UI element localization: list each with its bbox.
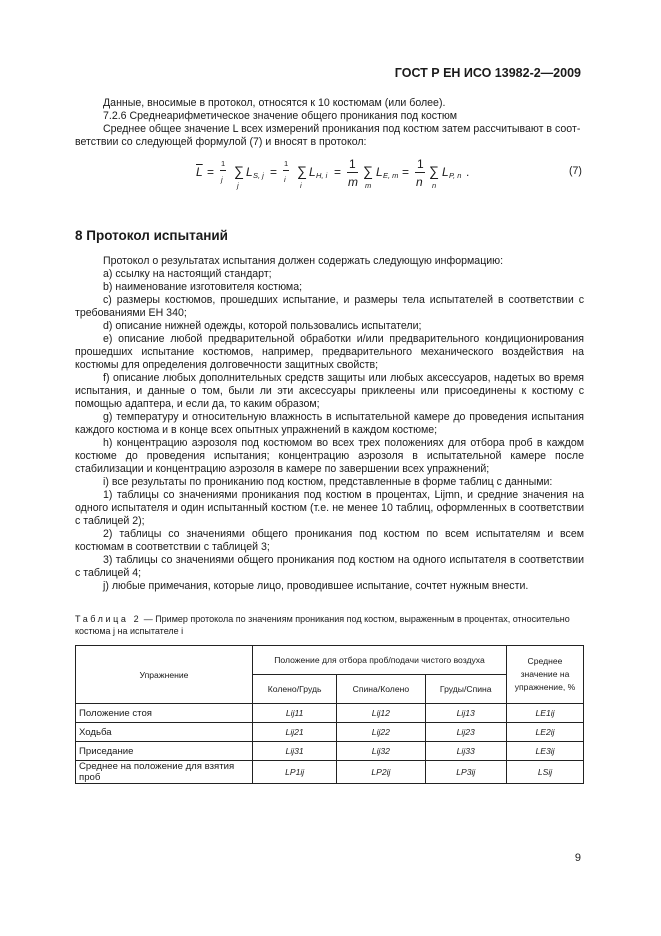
formula-sum-1-index: j — [237, 181, 239, 190]
protocol-item-i-3: 3) таблицы со значениями общего проникания под костюм на одного испытателя в соответствии с таблицей 4; — [75, 554, 584, 580]
protocol-item-i-2: 2) таблицы со значениями общего проникания под костюм по всем испытателям и всем костюмам в соответствии с таблицей 3; — [75, 528, 584, 554]
formula-term-1: L — [246, 165, 253, 179]
col-header-sampling-position: Положение для отбора проб/подачи чистого воздуха — [253, 646, 507, 675]
subsection-7-2-6: 7.2.6 Среднеарифметическое значение общего проникания под костюм — [103, 110, 458, 122]
formula-eq-2: = — [270, 165, 278, 179]
formula-term-1-sub: S, j — [253, 171, 264, 180]
intro-paragraph-3-line-1: Среднее общее значение L всех измерений проникания под костюм затем рассчитывают в соот- — [103, 123, 581, 135]
col-header-average: Среднее значение на упражнение, % — [507, 646, 584, 704]
formula-lhs: $\overline{L}$ — [196, 165, 203, 179]
protocol-item-i-1: 1) таблицы со значениями проникания под костюм в процентах, Lijmn, и средние значения на одного испытателя и один испытанный костюм (т.е. не менее 10 таблиц, оформленных в соответствии с таблицей 2); — [75, 489, 584, 528]
row-label: Приседание — [76, 742, 253, 761]
row-label: Среднее на положение для взятия проб — [76, 761, 253, 784]
table-row — [76, 742, 584, 761]
table-row — [76, 704, 584, 723]
standard-header: ГОСТ Р ЕН ИСО 13982-2—2009 — [394, 66, 581, 80]
formula-sum-3: ∑ — [363, 163, 373, 179]
table-cell: LE2ij — [507, 723, 584, 742]
table-row — [76, 723, 584, 742]
protocol-item-j: j) любые примечания, которые лицо, проводившее испытание, сочтет нужным внести. — [103, 580, 529, 592]
formula-sum-4: ∑ — [429, 163, 439, 179]
protocol-item-a: a) ссылку на настоящий стандарт; — [103, 268, 272, 280]
protocol-item-e: e) описание любой предварительной обработки и/или предварительного кондиционирования прошедших испытание костюмов, например, предварительного механического воздействия на костюмы для определения долговечности защитных свойств; — [75, 333, 584, 372]
formula-frac3-num: 1 — [349, 157, 356, 171]
page-number: 9 — [574, 852, 581, 864]
table-cell: Lij33 — [425, 742, 507, 761]
table-cell: Lij23 — [425, 723, 507, 742]
formula-sum-1: ∑ — [234, 163, 244, 179]
table-2-caption-label: Таблица 2 — [75, 614, 142, 624]
protocol-item-b: b) наименование изготовителя костюма; — [103, 281, 303, 293]
table-cell: Lij13 — [425, 704, 507, 723]
table-cell: LP1ij — [253, 761, 337, 784]
formula-frac4-den: n — [416, 175, 423, 189]
formula-frac2-num: 1 — [284, 159, 289, 168]
formula-7 — [196, 159, 596, 195]
formula-frac1-den: j — [221, 175, 223, 184]
formula-eq-4: = — [402, 165, 410, 179]
row-label: Положение стоя — [76, 704, 253, 723]
formula-sum-2-index: i — [300, 181, 302, 190]
formula-eq-3: = — [334, 165, 342, 179]
col-header-chest-back: Груды/Спина — [425, 675, 507, 704]
col-header-back-knee: Спина/Колено — [337, 675, 425, 704]
table-cell: Lij31 — [253, 742, 337, 761]
table-cell: Lij21 — [253, 723, 337, 742]
formula-frac2-den: i — [284, 175, 286, 184]
protocol-item-f: f) описание любых дополнительных средств защиты или любых аксессуаров, надетых во время испытания, и данные о том, были ли эти аксессуары приклеены или присоединены к костюму с помощью адаптера, и если да, то каким образом; — [75, 372, 584, 411]
table-cell: Lij22 — [337, 723, 425, 742]
formula-sum-2: ∑ — [297, 163, 307, 179]
formula-term-2: L — [309, 165, 316, 179]
formula-frac3-den: m — [348, 175, 358, 189]
protocol-item-d: d) описание нижней одежды, которой пользовались испытатели; — [103, 320, 422, 332]
protocol-item-h: h) концентрацию аэрозоля под костюмом во всех трех положениях для отбора проб в каждом костюме до проведения испытания; концентрацию аэрозоля в испытательной камере после стабилизации и концентрацию аэрозоля в камере по завершении всех упражнений; — [75, 437, 584, 476]
protocol-intro: Протокол о результатах испытания должен содержать следующую информацию: — [103, 255, 504, 267]
formula-term-4: L — [442, 165, 449, 179]
formula-period: . — [466, 165, 470, 179]
formula-term-2-sub: H, i — [316, 171, 328, 180]
formula-eq-1: = — [207, 165, 215, 179]
section-8-heading: 8 Протокол испытаний — [75, 228, 228, 243]
table-cell: Lij11 — [253, 704, 337, 723]
formula-sum-3-index: m — [365, 181, 372, 190]
table-cell: LP2ij — [337, 761, 425, 784]
col-header-knee-chest: Колено/Грудь — [253, 675, 337, 704]
table-2 — [75, 645, 584, 784]
table-2-caption — [75, 613, 584, 637]
protocol-item-c: c) размеры костюмов, прошедших испытание, и размеры тела испытателей в соответствии с требованиями ЕН 340; — [75, 294, 584, 320]
formula-term-3: L — [376, 165, 383, 179]
col-header-exercise: Упражнение — [76, 646, 253, 704]
table-cell: LP3ij — [425, 761, 507, 784]
formula-sum-4-index: n — [432, 181, 437, 190]
row-label: Ходьба — [76, 723, 253, 742]
formula-number: (7) — [569, 165, 582, 177]
formula-term-3-sub: E, m — [383, 171, 399, 180]
table-cell: LSij — [507, 761, 584, 784]
table-cell: Lij32 — [337, 742, 425, 761]
table-cell: LE3ij — [507, 742, 584, 761]
formula-frac1-num: 1 — [221, 159, 226, 168]
formula-term-4-sub: P, n — [449, 171, 462, 180]
protocol-item-i: i) все результаты по прониканию под костюм, представленные в форме таблиц с данными: — [103, 476, 553, 488]
table-cell: Lij12 — [337, 704, 425, 723]
protocol-item-g: g) температуру и относительную влажность в испытательной камере до проведения испытания каждого костюма и в конце всех опытных упражнений в каждом костюме; — [75, 411, 584, 437]
formula-frac4-num: 1 — [417, 157, 424, 171]
table-cell: LE1ij — [507, 704, 584, 723]
intro-paragraph-1: Данные, вносимые в протокол, относятся к 10 костюмам (или более). — [103, 97, 446, 109]
table-row — [76, 761, 584, 784]
intro-paragraph-3-line-2: ветствии со следующей формулой (7) и вносят в протокол: — [75, 136, 367, 148]
table-2-caption-text: — Пример протокола по значениям проникания под костюм, выраженным в процентах, относительно костюма j на испытателе i — [75, 614, 570, 636]
